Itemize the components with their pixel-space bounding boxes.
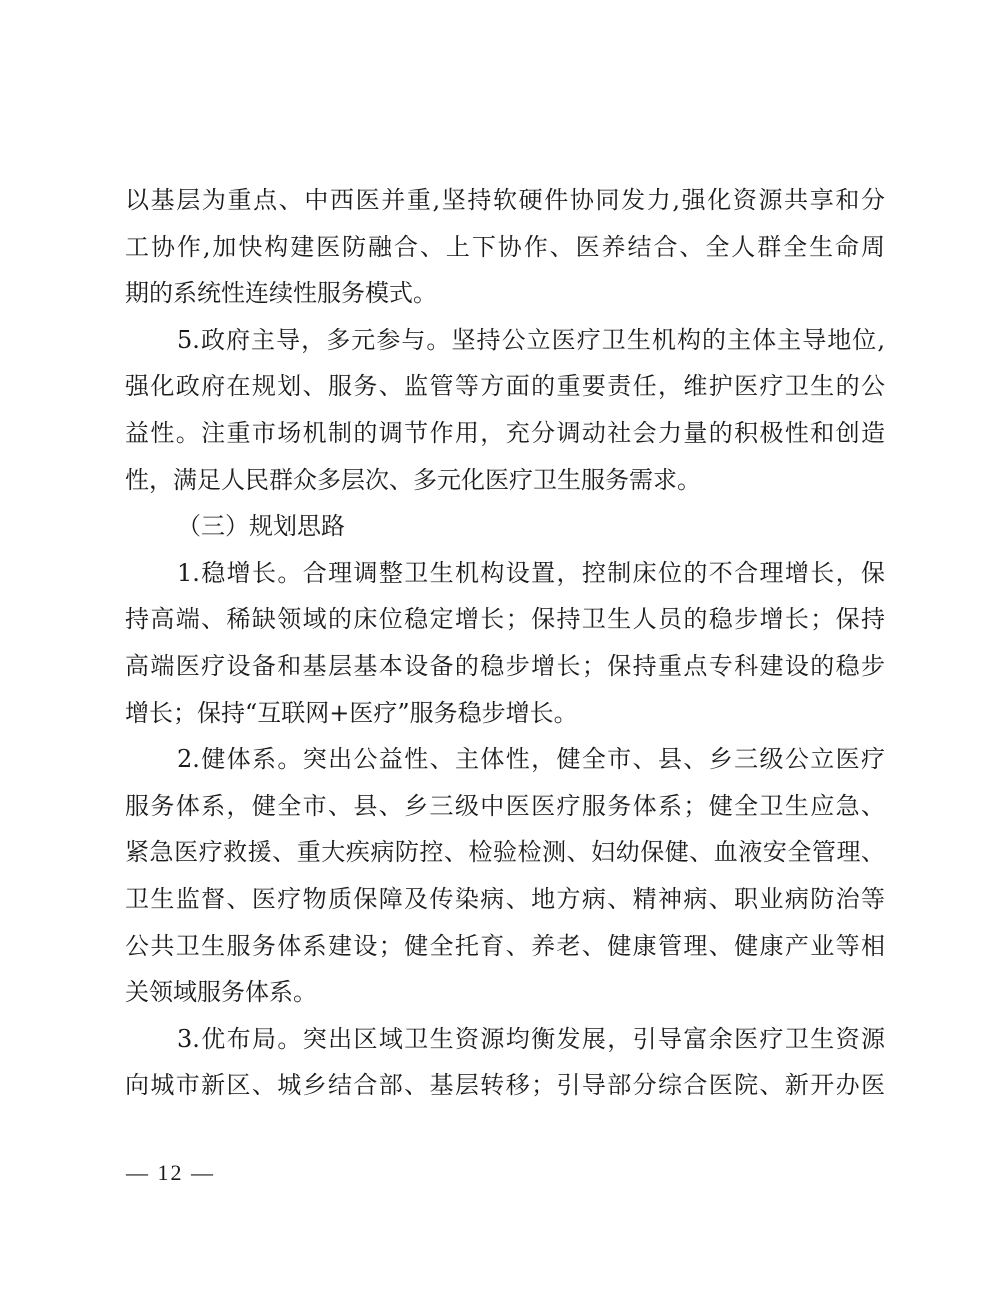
text-line: 高端医疗设备和基层基本设备的稳步增长；保持重点专科建设的稳步	[125, 651, 885, 680]
page-number: — 12 —	[126, 1160, 215, 1185]
text-line: 服务体系，健全市、县、乡三级中医医疗服务体系；健全卫生应急、	[125, 791, 885, 820]
text-line: 性，满足人民群众多层次、多元化医疗卫生服务需求。	[125, 465, 701, 494]
paragraph-1-first-line: 1.稳增长。合理调整卫生机构设置，控制床位的不合理增长，保	[177, 558, 885, 587]
section-heading: （三）规划思路	[177, 512, 345, 541]
text-line: 持高端、稀缺领域的床位稳定增长；保持卫生人员的稳步增长；保持	[125, 605, 885, 634]
text-line: 向城市新区、城乡结合部、基层转移；引导部分综合医院、新开办医	[125, 1071, 885, 1100]
paragraph-5-first-line: 5.政府主导，多元参与。坚持公立医疗卫生机构的主体主导地位,	[177, 325, 885, 354]
text-line: 益性。注重市场机制的调节作用，充分调动社会力量的积极性和创造	[125, 418, 885, 447]
text-line: 公共卫生服务体系建设；健全托育、养老、健康管理、健康产业等相	[125, 931, 885, 960]
text-line: 紧急医疗救援、重大疾病防控、检验检测、妇幼保健、血液安全管理、	[125, 838, 885, 867]
paragraph-3-first-line: 3.优布局。突出区域卫生资源均衡发展，引导富余医疗卫生资源	[177, 1024, 885, 1053]
text-line: 卫生监督、医疗物质保障及传染病、地方病、精神病、职业病防治等	[125, 884, 885, 913]
text-line: 增长；保持“互联网+医疗”服务稳步增长。	[125, 698, 578, 727]
document-body	[125, 177, 885, 1109]
text-line: 强化政府在规划、服务、监管等方面的重要责任，维护医疗卫生的公	[125, 372, 885, 401]
text-line: 期的系统性连续性服务模式。	[125, 279, 437, 308]
text-line: 工协作,加快构建医防融合、上下协作、医养结合、全人群全生命周	[125, 232, 885, 261]
text-line: 以基层为重点、中西医并重,坚持软硬件协同发力,强化资源共享和分	[125, 186, 885, 214]
text-line: 关领域服务体系。	[125, 978, 317, 1007]
paragraph-2-first-line: 2.健体系。突出公益性、主体性，健全市、县、乡三级公立医疗	[177, 745, 885, 774]
